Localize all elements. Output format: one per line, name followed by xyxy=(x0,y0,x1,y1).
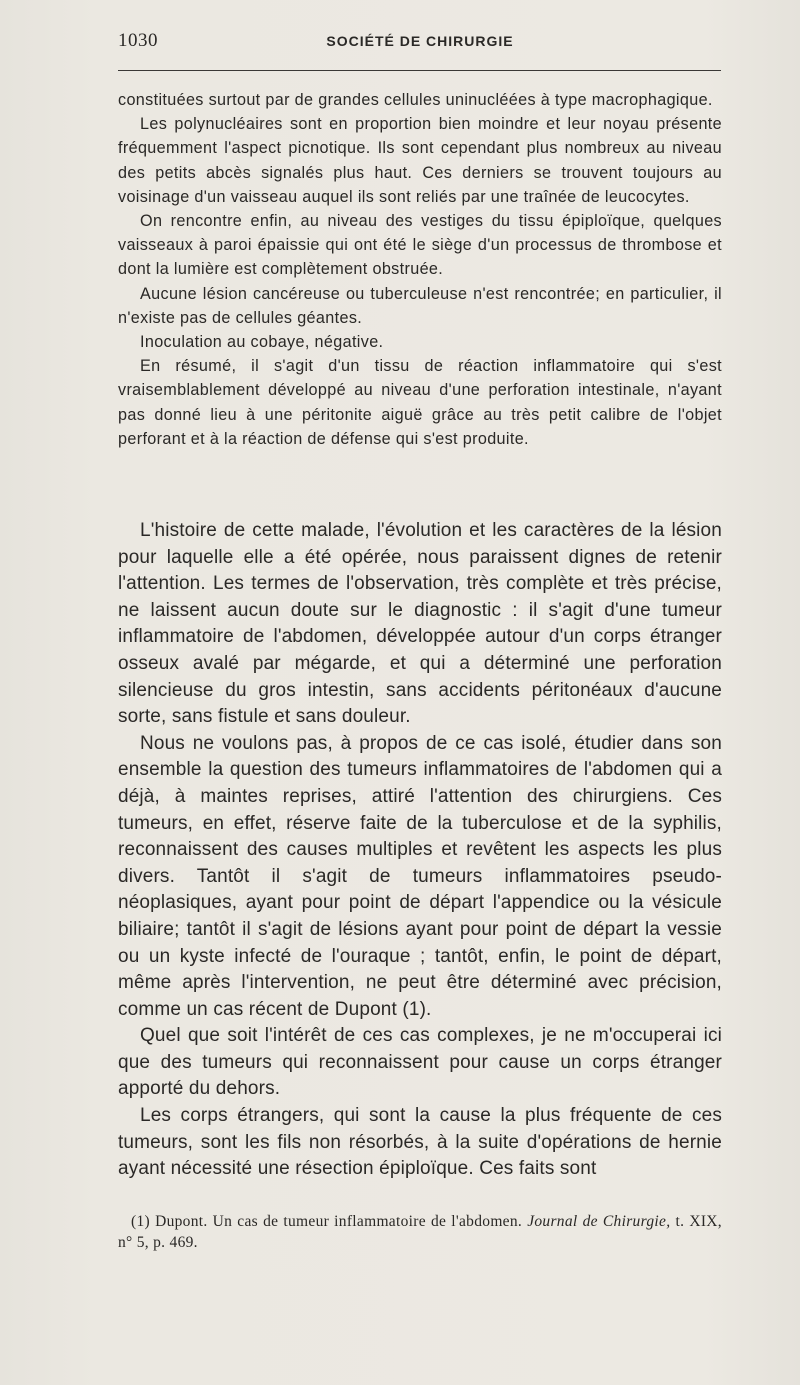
running-title: SOCIÉTÉ DE CHIRURGIE xyxy=(326,33,514,49)
report-paragraph: Aucune lésion cancéreuse ou tuberculeuse n'est rencontrée; en particulier, il n'existe pas de cellules géantes. xyxy=(118,284,722,327)
report-paragraph: Inoculation au cobaye, négative. xyxy=(140,333,384,352)
header-rule xyxy=(118,70,721,71)
report-paragraph: Les polynucléaires sont en proportion bien moindre et leur noyau présente fréquemment l'aspect picnotique. Ils sont cependant plus nombreux au niveau des petits abcès signalés plus haut. Ces derniers se trouvent toujours au voisinage d'un vaisseau auquel ils sont reliés par une traînée de leucocytes. xyxy=(118,115,722,206)
body-paragraph: Les corps étrangers, qui sont la cause la plus fréquente de ces tumeurs, sont les fils non résorbés, à la suite d'opérations de hernie ayant nécessité une résection épiploïque. Ces faits sont xyxy=(118,1105,722,1180)
footnote-journal: Journal de Chirurgie, xyxy=(527,1213,671,1230)
main-text xyxy=(118,518,722,1183)
report-paragraph: On rencontre enfin, au niveau des vestiges du tissu épiploïque, quelques vaisseaux à paroi épaissie qui ont été le siège d'un processus de thrombose et dont la lumière est complètement obstruée. xyxy=(118,212,722,279)
running-head xyxy=(118,30,722,54)
footnote-text: Dupont. Un cas de tumeur inflammatoire de l'abdomen. xyxy=(155,1213,523,1230)
footnote-marker: (1) xyxy=(131,1213,150,1230)
footnote-reference: t. XIX, n° 5, p. 469. xyxy=(118,1213,722,1251)
report-paragraph: En résumé, il s'agit d'un tissu de réaction inflammatoire qui s'est vraisemblablement développé au niveau d'une perforation intestinale, n'ayant pas donné lieu à une péritonite aiguë grâce au très petit calibre de l'objet perforant et à la réaction de défense qui s'est produite. xyxy=(118,357,722,448)
footnote xyxy=(118,1211,722,1253)
body-paragraph: Quel que soit l'intérêt de ces cas complexes, je ne m'occuperai ici que des tumeurs qui reconnaissent pour cause un corps étranger apporté du dehors. xyxy=(118,1025,722,1100)
body-paragraph: Nous ne voulons pas, à propos de ce cas isolé, étudier dans son ensemble la question des tumeurs inflammatoires de l'abdomen qui a déjà, à maintes reprises, attiré l'attention des chirurgiens. Ces tumeurs, en effet, réserve faite de la tuberculose et de la syphilis, reconnaissent des causes multiples et revêtent les aspects les plus divers. Tantôt il s'agit de tumeurs inflammatoires pseudo-néoplasiques, ayant pour point de départ l'appendice ou la vésicule biliaire; tantôt il s'agit de lésions ayant pour point de départ la vessie ou un kyste infecté de l'ouraque ; tantôt, enfin, le point de départ, même après l'intervention, ne peut être déterminé avec précision, comme un cas récent de Dupont (1). xyxy=(118,732,722,1020)
report-excerpt xyxy=(118,88,722,451)
page-number: 1030 xyxy=(118,30,158,51)
report-paragraph: constituées surtout par de grandes cellules uninucléées à type macrophagique. xyxy=(118,91,713,109)
body-paragraph: L'histoire de cette malade, l'évolution et les caractères de la lésion pour laquelle elle a été opérée, nous paraissent dignes de retenir l'attention. Les termes de l'observation, très complète et très précise, ne laissent aucun doute sur le diagnostic : il s'agit d'une tumeur inflammatoire de l'abdomen, développée autour d'un corps étranger osseux avalé par mégarde, et qui a déterminé une perforation silencieuse du gros intestin, sans accidents péritonéaux d'aucune sorte, sans fistule et sans douleur. xyxy=(118,520,722,728)
